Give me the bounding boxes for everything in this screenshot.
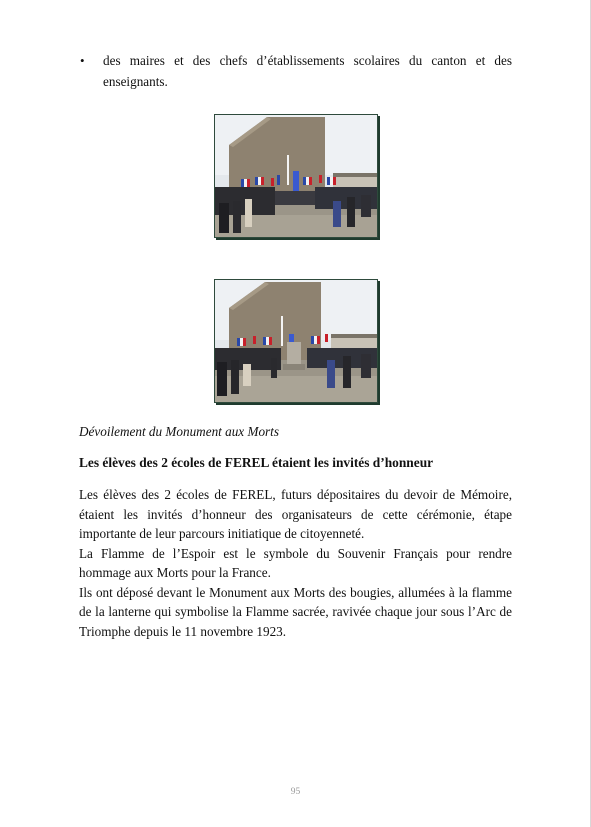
paragraph: Ils ont déposé devant le Monument aux Morts des bougies, allumées à la flamme de la lanterne qui symbolise la Flamme sacrée, ravivée chaque jour sous l’Arc de Triomphe depuis le 11 novembre 1923.: [79, 584, 512, 639]
bullet-icon: •: [80, 53, 85, 68]
section-heading: Les élèves des 2 écoles de FEREL étaient les invités d’honneur: [79, 455, 434, 470]
page-number: 95: [290, 787, 301, 797]
bullet-text: des maires et des chefs d’établissements scolaires du canton et des enseignants.: [103, 53, 512, 89]
body-text: [79, 485, 512, 641]
paragraph: Les élèves des 2 écoles de FEREL, futurs dépositaires du devoir de Mémoire, étaient les invités d’honneur des organisateurs de cette cérémonie, étape importante de leur parcours initiatique de citoyenneté.: [79, 487, 512, 541]
ceremony-photo-2: [214, 279, 378, 403]
paragraph: La Flamme de l’Espoir est le symbole du Souvenir Français pour rendre hommage aux Morts pour la France.: [79, 545, 512, 580]
ceremony-photo-icon: [215, 280, 377, 402]
photo-caption: Dévoilement du Monument aux Morts: [79, 424, 279, 439]
bullet-item: [80, 50, 512, 92]
ceremony-photo-1: [214, 114, 378, 238]
ceremony-photo-icon: [215, 115, 377, 237]
